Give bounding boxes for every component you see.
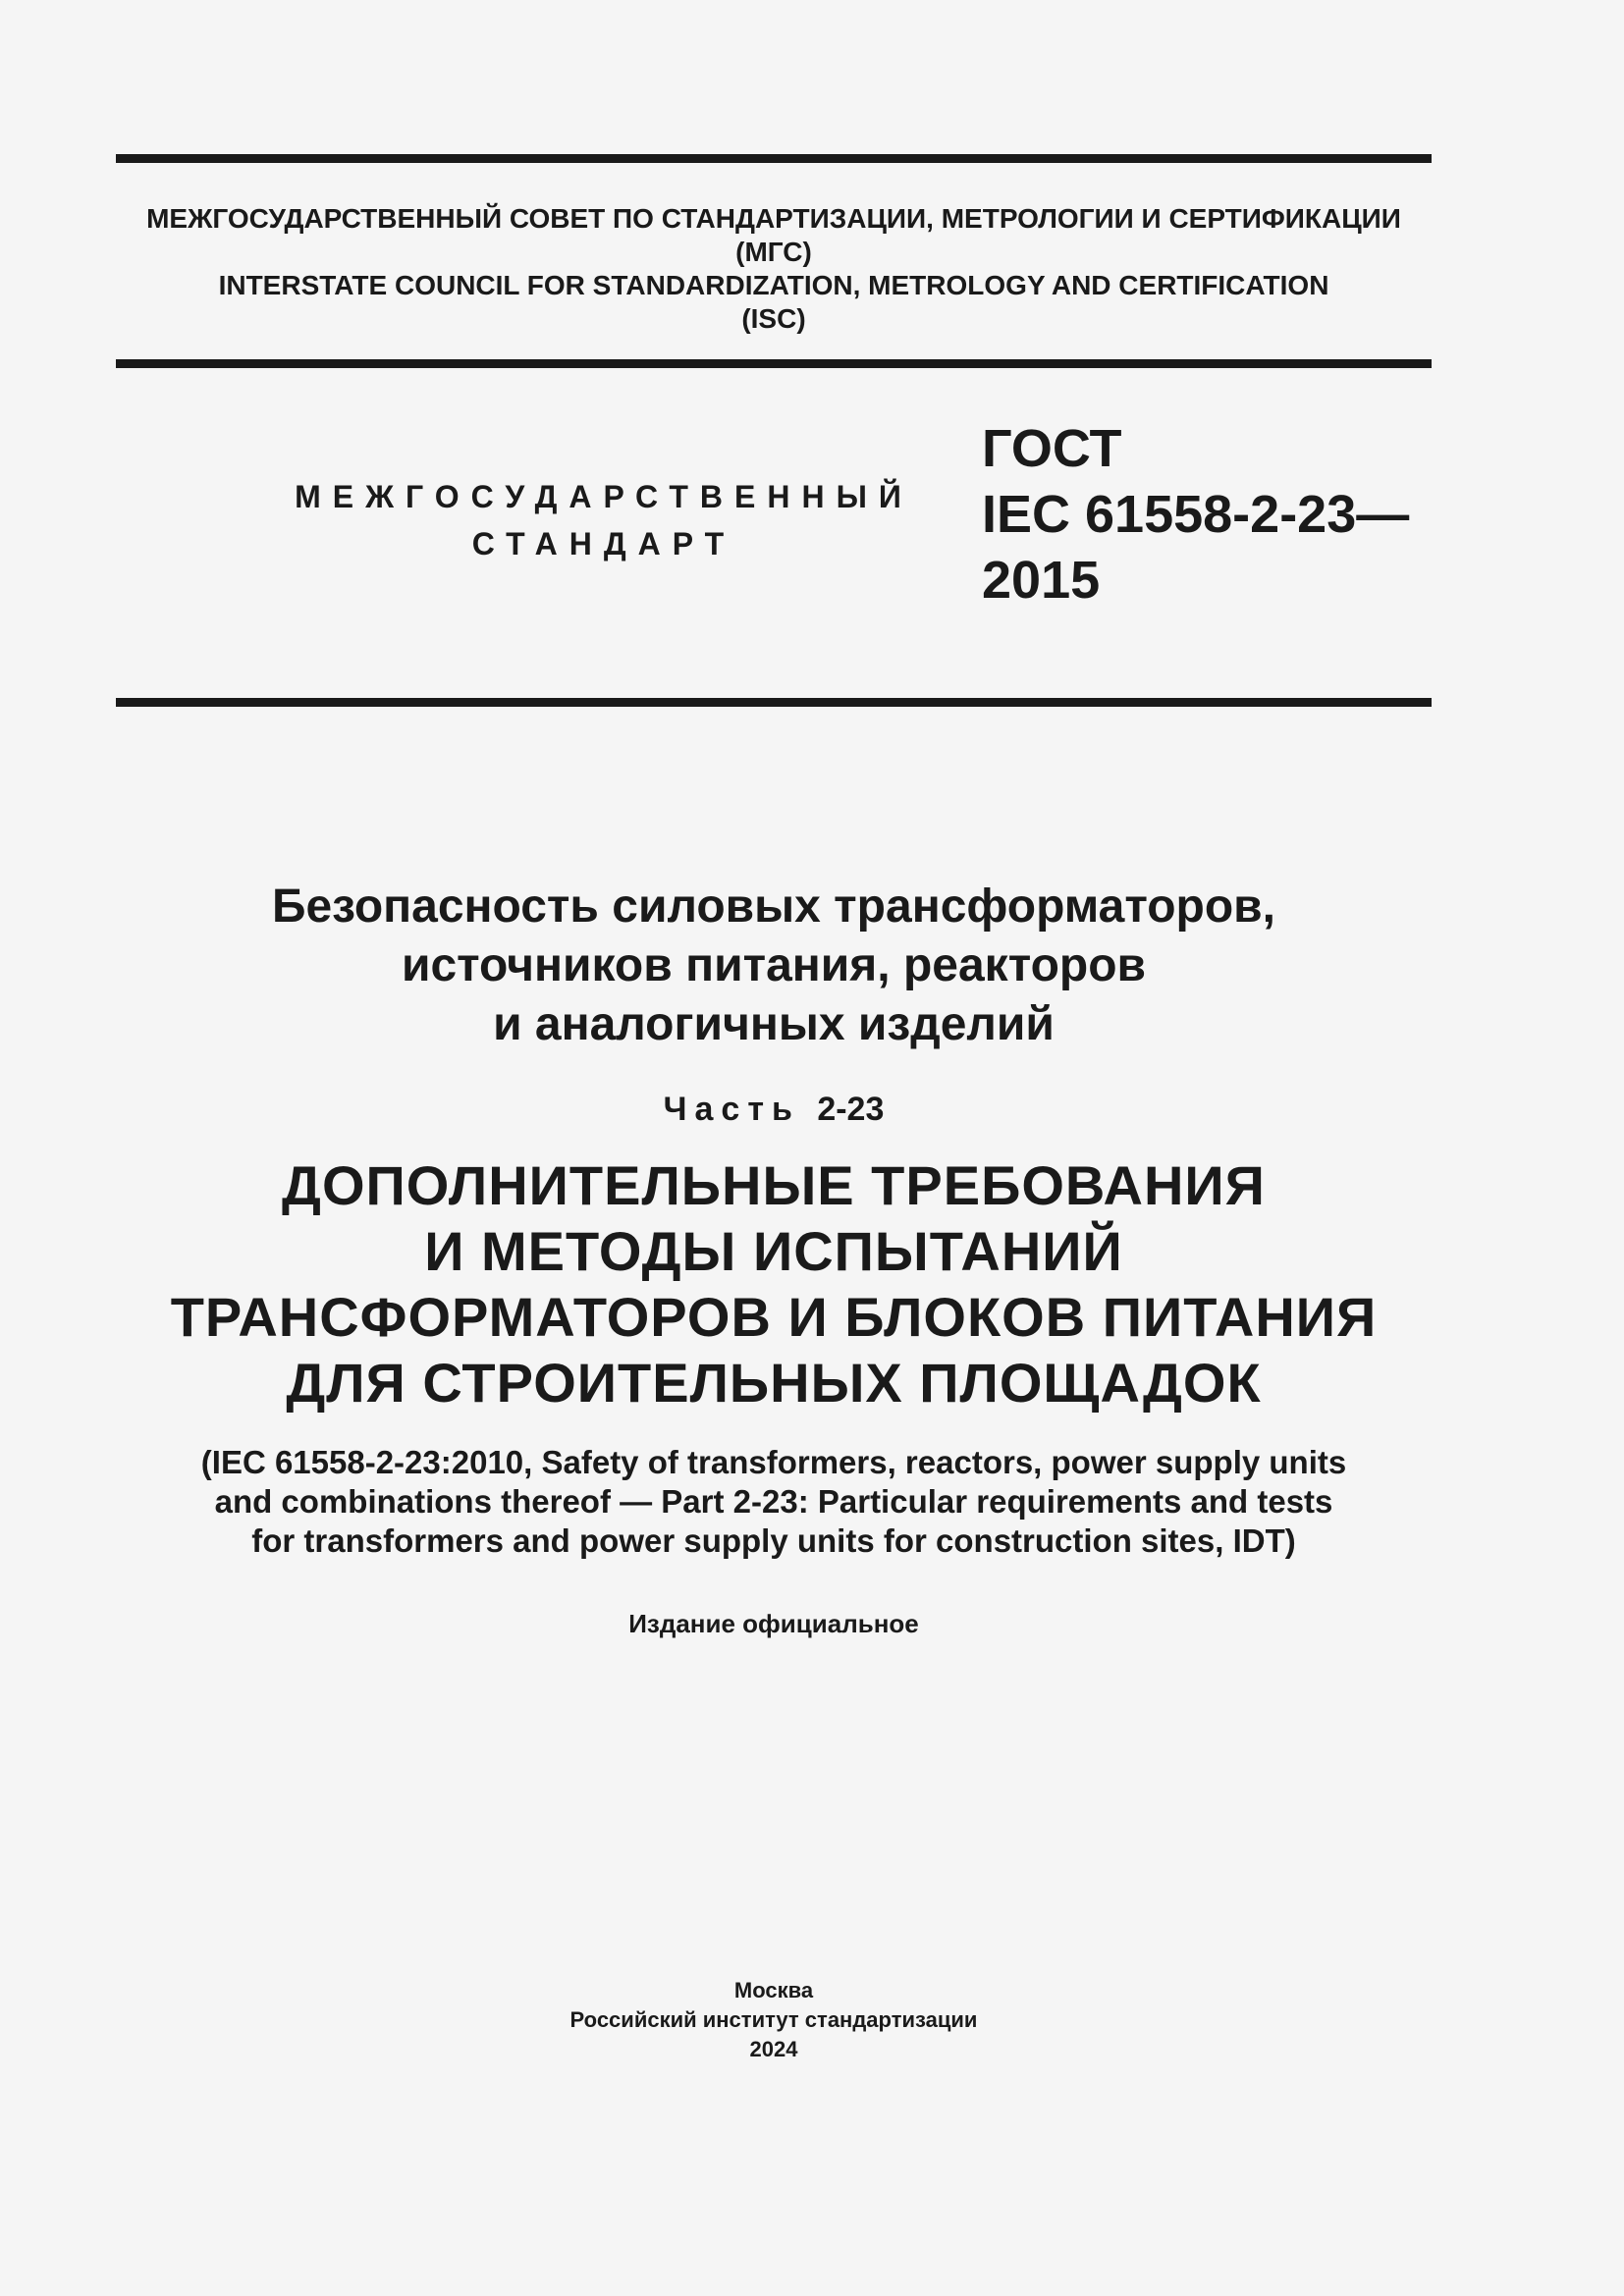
iec-line3: for transformers and power supply units for construction sites, IDT) bbox=[251, 1522, 1296, 1559]
council-abbr-en: (ISC) bbox=[741, 303, 806, 334]
iec-line2: and combinations thereof — Part 2-23: Particular requirements and tests bbox=[214, 1483, 1333, 1520]
subtitle-line2: И МЕТОДЫ ИСПЫТАНИЙ bbox=[424, 1220, 1123, 1282]
top-rule bbox=[116, 154, 1432, 163]
subtitle-line3: ТРАНСФОРМАТОРОВ И БЛОКОВ ПИТАНИЯ bbox=[170, 1286, 1378, 1348]
designation-bottom-rule bbox=[116, 698, 1432, 707]
subtitle-line4: ДЛЯ СТРОИТЕЛЬНЫХ ПЛОЩАДОК bbox=[286, 1352, 1262, 1414]
header-bottom-rule bbox=[116, 359, 1432, 368]
part-label: Часть bbox=[663, 1091, 800, 1128]
document-title bbox=[116, 878, 1432, 1054]
part-value: 2-23 bbox=[817, 1091, 885, 1128]
edition-label: Издание официальное bbox=[628, 1609, 919, 1638]
council-name-ru: МЕЖГОСУДАРСТВЕННЫЙ СОВЕТ ПО СТАНДАРТИЗАЦИИ, МЕТРОЛОГИИ И СЕРТИФИКАЦИИ bbox=[146, 203, 1401, 234]
iec-line1: (IEC 61558-2-23:2010, Safety of transformers, reactors, power supply units bbox=[200, 1444, 1347, 1480]
standard-type bbox=[295, 473, 913, 567]
standard-type-line1: МЕЖГОСУДАРСТВЕННЫЙ bbox=[295, 479, 913, 514]
publisher-institute: Российский институт стандартизации bbox=[569, 2007, 978, 2032]
title-line2: источников питания, реакторов bbox=[401, 939, 1147, 991]
publisher-block bbox=[116, 1976, 1432, 2064]
designation-line3: 2015 bbox=[982, 551, 1101, 610]
standard-type-line2: СТАНДАРТ bbox=[471, 526, 736, 561]
standard-designation bbox=[982, 416, 1409, 614]
subtitle-line1: ДОПОЛНИТЕЛЬНЫЕ ТРЕБОВАНИЯ bbox=[282, 1154, 1266, 1216]
council-name-en: INTERSTATE COUNCIL FOR STANDARDIZATION, METROLOGY AND CERTIFICATION bbox=[218, 270, 1329, 300]
title-block bbox=[116, 878, 1432, 1639]
document-subtitle bbox=[116, 1152, 1432, 1415]
council-abbr-ru: (МГС) bbox=[735, 237, 812, 267]
designation-line2: IEC 61558-2-23— bbox=[982, 485, 1410, 544]
iec-reference bbox=[116, 1443, 1432, 1561]
part-number bbox=[116, 1090, 1432, 1129]
council-header bbox=[116, 202, 1432, 336]
publisher-year: 2024 bbox=[749, 2037, 798, 2061]
publisher-city: Москва bbox=[733, 1978, 814, 2002]
designation-line1: ГОСТ bbox=[982, 419, 1122, 478]
title-line1: Безопасность силовых трансформаторов, bbox=[271, 881, 1276, 933]
title-line3: и аналогичных изделий bbox=[493, 998, 1055, 1050]
